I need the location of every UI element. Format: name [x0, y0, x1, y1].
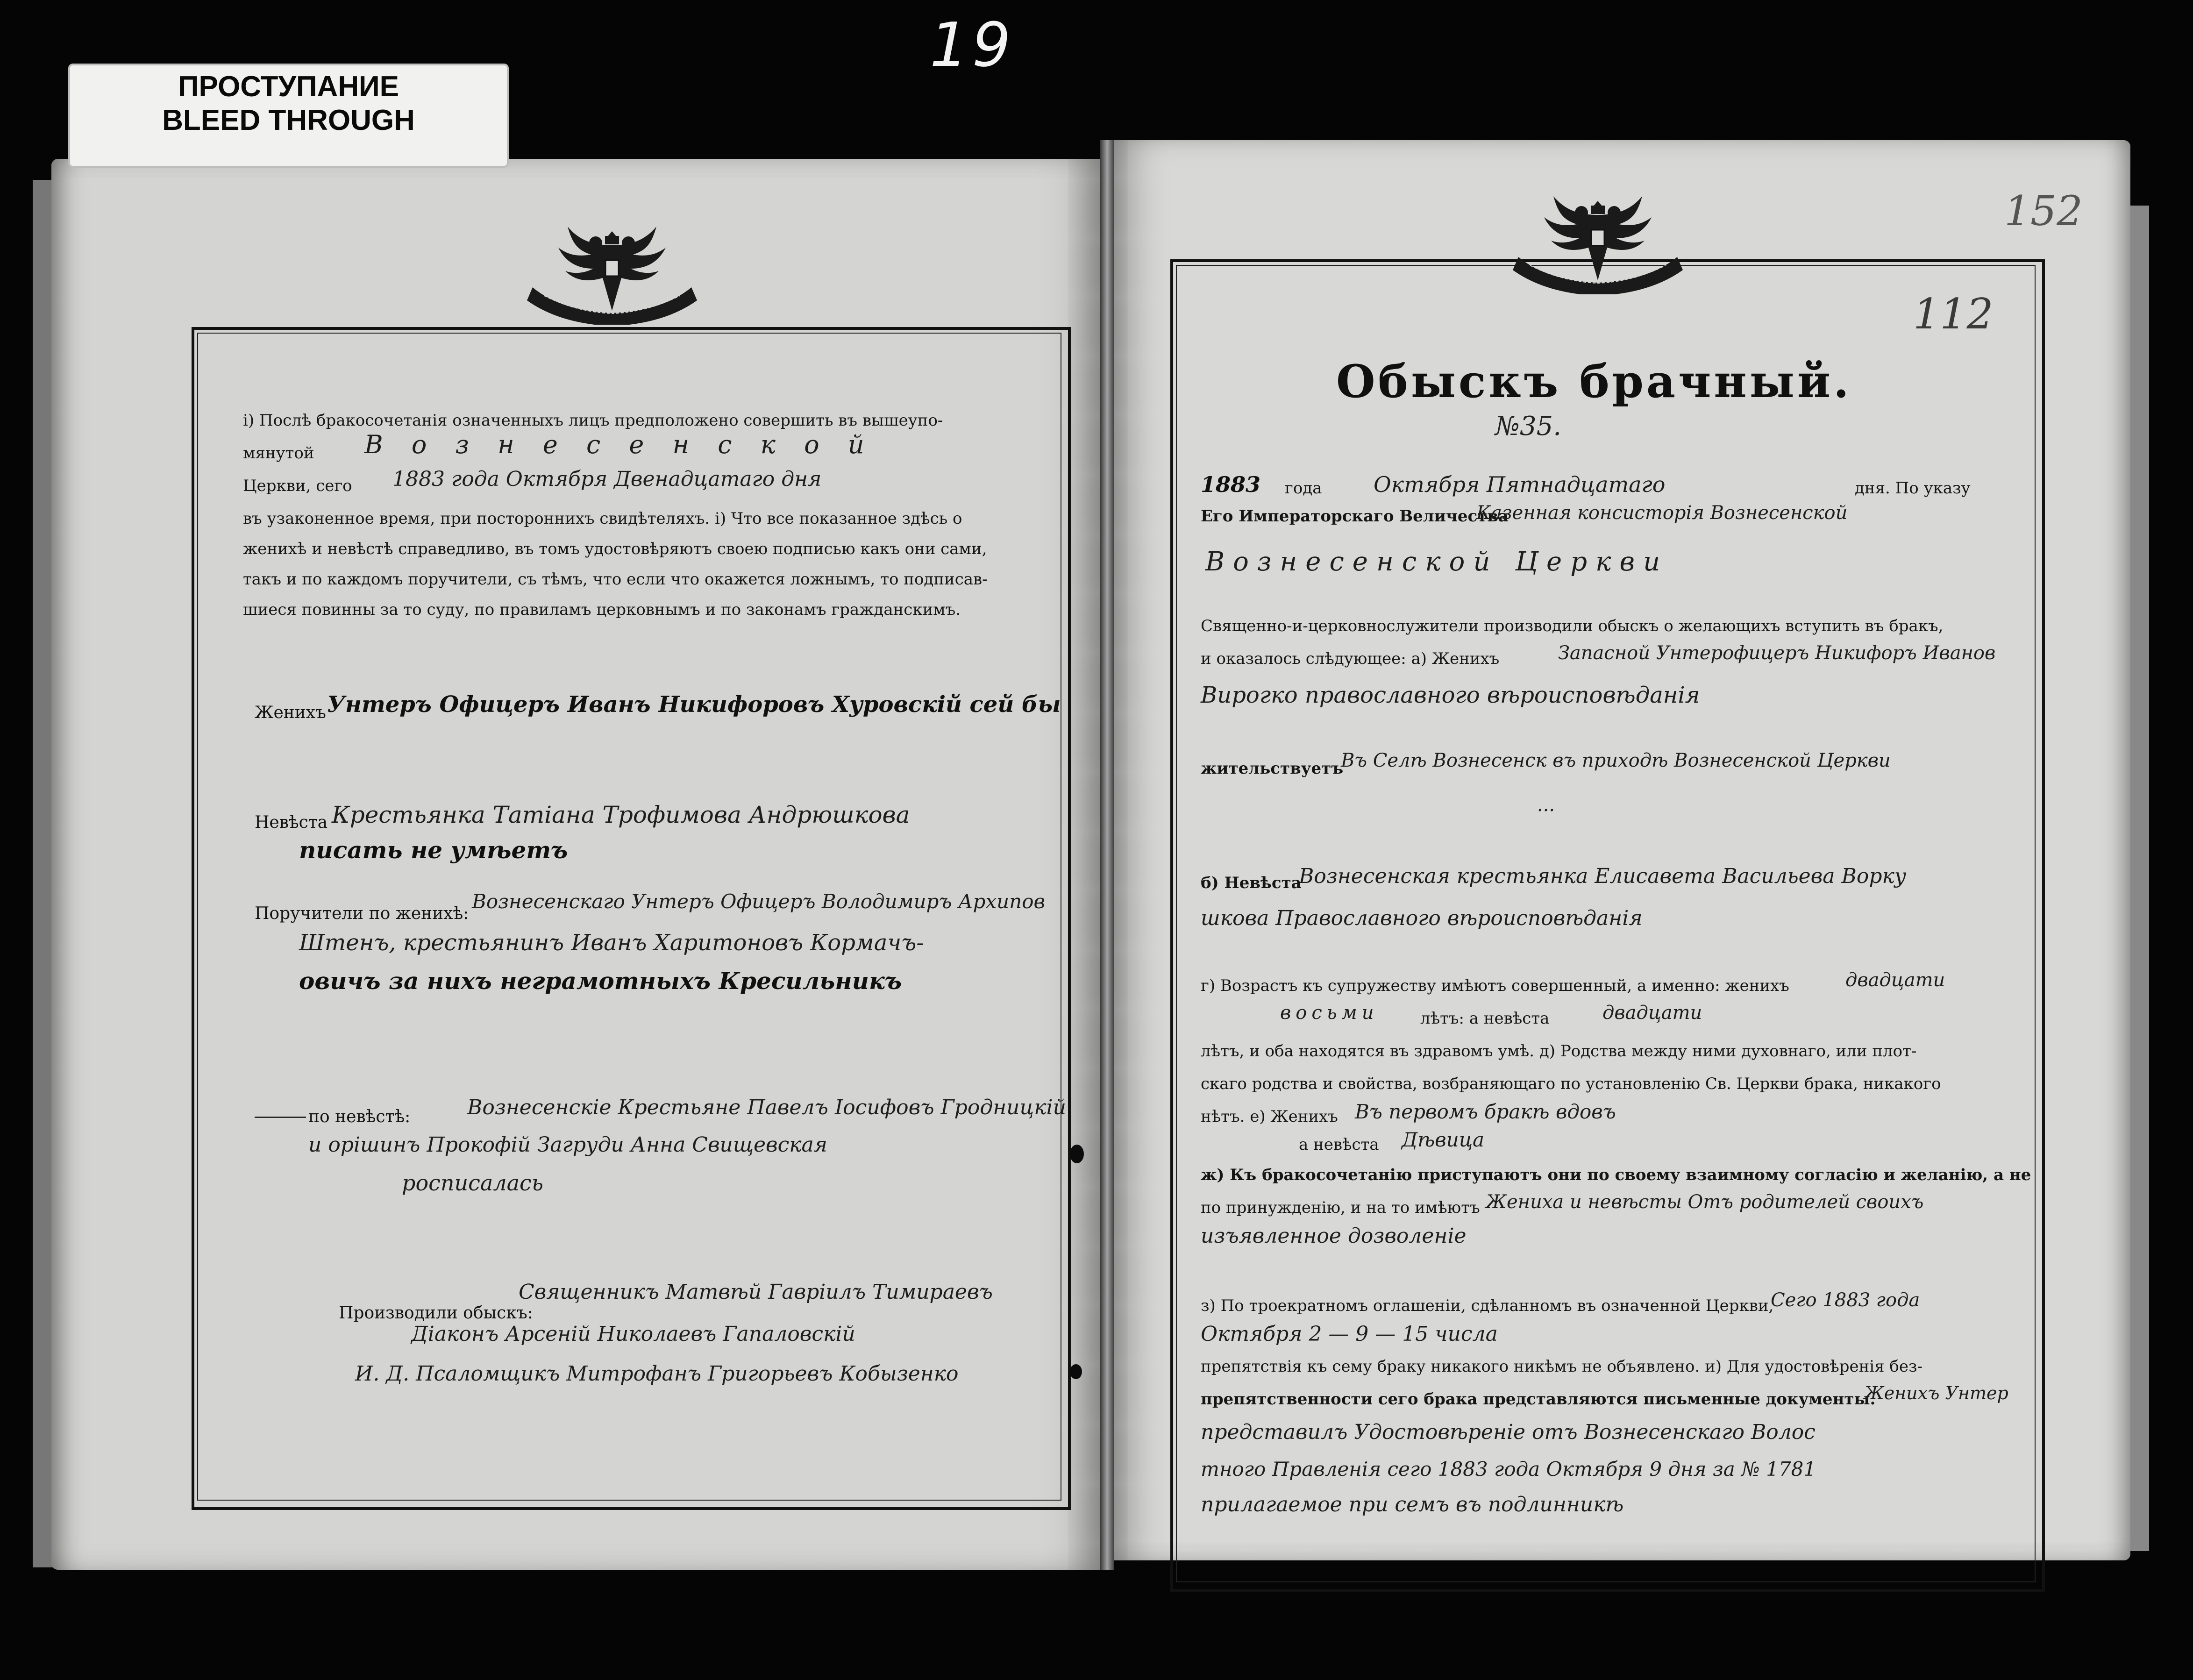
consent-handwritten-2: изъявленное дозволеніе — [1201, 1224, 1467, 1248]
ink-stain — [1070, 1364, 1082, 1379]
document-title: Обыскъ брачный. — [1336, 355, 1852, 408]
banns-year-handwritten: Сего 1883 года — [1771, 1289, 1920, 1311]
church-handwritten-left: В о з н е с е н с к о й — [364, 430, 875, 459]
bride-signature-label: Невѣста — [255, 813, 328, 832]
bride-signature-handwritten: Крестьянка Татіана Трофимова Андрюшкова — [332, 801, 910, 828]
bride-name-handwritten: Вознесенская крестьянка Елисавета Васильева Ворку — [1299, 864, 1907, 888]
groom-name-handwritten: Запасной Унтерофицеръ Никифоръ Иванов — [1558, 642, 1996, 664]
record-number: 112 — [1913, 290, 1994, 339]
left-para-line-3: Церкви, сего — [243, 477, 352, 495]
banns-text-1: з) По троекратномъ оглашеніи, сдѣланномъ въ означенной Церкви, — [1201, 1296, 1774, 1315]
banns-dates-handwritten: Октября 2 — 9 — 15 числа — [1201, 1322, 1498, 1346]
bride-guarantors-line-1: Вознесенскіе Крестьяне Павелъ Іосифовъ Гродницкій — [467, 1096, 1066, 1119]
left-para-line-6: такъ и по каждомъ поручители, съ тѣмъ, что если что окажется ложнымъ, то подписав- — [243, 570, 988, 589]
bride-status-label: а невѣста — [1299, 1135, 1379, 1154]
documents-handwritten: Женихъ Унтер — [1864, 1383, 2008, 1403]
certificate-handwritten-3: прилагаемое при семъ въ подлинникѣ — [1201, 1493, 1624, 1516]
certificate-handwritten-1: представилъ Удостовѣреніе отъ Вознесенскаго Волос — [1201, 1420, 1816, 1444]
church-name-handwritten: Вознесенской Церкви — [1205, 547, 1669, 577]
bride-age-handwritten: двадцати — [1602, 1002, 1702, 1024]
groom-status-handwritten: Въ первомъ бракѣ вдовъ — [1355, 1100, 1616, 1123]
age-text-3: лѣтъ, и оба находятся въ здравомъ умѣ. д) Родства между ними духовнаго, или плот- — [1201, 1042, 1917, 1061]
ink-stain — [1070, 1145, 1084, 1163]
residence-mark: ... — [1537, 794, 1555, 816]
residence-label: жительствуетъ — [1201, 759, 1344, 778]
examiners-label: Производили обыскъ: — [339, 1303, 533, 1323]
date-suffix: дня. По указу — [1855, 479, 1971, 498]
groom-age-handwritten: двадцати — [1845, 969, 1945, 991]
left-para-line-7: шиеся повинны за то суду, по правиламъ церковнымъ и по законамъ гражданскимъ. — [243, 600, 961, 619]
examiner-psalmist-handwritten: И. Д. Псаломщикъ Митрофанъ Григорьевъ Кобызенко — [355, 1362, 959, 1386]
date-handwritten: Октября Пятнадцатаго — [1374, 472, 1666, 497]
tag-line-russian: ПРОСТУПАНИЕ — [178, 71, 399, 103]
documents-text: препятственности сего брака представляются письменные документы. — [1201, 1390, 1876, 1409]
bride-guarantors-dash — [255, 1117, 306, 1118]
groom-guarantors-label: Поручители по женихѣ: — [255, 904, 469, 923]
kinship-text: скаго родства и свойства, возбраняющаго по установленію Св. Церкви брака, никакого — [1201, 1075, 1941, 1093]
bride-faith-handwritten: шкова Православного вѣроисповѣданія — [1201, 906, 1643, 930]
imperial-decree-text: Его Императорскаго Величества — [1201, 507, 1509, 526]
groom-guarantors-line-2: Штенъ, крестьянинъ Иванъ Харитоновъ Кормачъ- — [299, 930, 924, 956]
bride-label: б) Невѣста — [1201, 874, 1302, 892]
groom-guarantors-line-3: овичъ за нихъ неграмотныхъ Кресильникъ — [299, 967, 902, 995]
groom-signature-handwritten: Унтеръ Офицеръ Иванъ Никифоровъ Хуровскій сей бы — [327, 691, 1061, 718]
banns-text-2: препятствія къ сему браку никакого никѣмъ не объявлено. и) Для удостовѣренія без- — [1201, 1357, 1923, 1376]
wedding-date-handwritten: 1883 года Октября Двенадцатаго дня — [392, 467, 822, 491]
groom-intro-text: и оказалось слѣдующее: а) Женихъ — [1201, 649, 1500, 668]
groom-faith-handwritten: Вирогко православного вѣроисповѣданія — [1201, 682, 1700, 708]
examiner-deacon-handwritten: Діаконъ Арсеній Николаевъ Гапаловскій — [411, 1322, 855, 1346]
bleed-through-tag — [70, 65, 507, 166]
page-number: 152 — [2004, 187, 2083, 235]
left-para-line-5: женихѣ и невѣстѣ справедливо, въ томъ удостовѣряютъ своею подписью какъ они сами, — [243, 540, 987, 558]
imperial-eagle-emblem-left — [519, 217, 705, 325]
bride-status-handwritten: Дѣвица — [1402, 1128, 1485, 1151]
consistory-handwritten: Казенная консисторія Вознесенской — [1476, 502, 1848, 524]
tag-line-english: BLEED THROUGH — [162, 104, 415, 136]
left-para-line-2: мянутой — [243, 444, 314, 463]
bride-illiterate-note: писать не умѣетъ — [299, 836, 568, 864]
age-text-1: г) Возрастъ къ супружеству имѣютъ совершенный, а именно: женихъ — [1201, 976, 1789, 995]
book-gutter — [1100, 140, 1114, 1570]
year-handwritten: 1883 — [1201, 472, 1261, 497]
consent-text-2: по принужденію, и на то имѣютъ — [1201, 1198, 1480, 1217]
consent-text-1: ж) Къ бракосочетанію приступаютъ они по своему взаимному согласію и желанію, а не — [1201, 1166, 2031, 1184]
examiner-priest-handwritten: Священникъ Матвѣй Гавріилъ Тимираевъ — [519, 1280, 993, 1304]
residence-handwritten: Въ Селѣ Вознесенск въ приходѣ Вознесенской Церкви — [1341, 750, 1891, 771]
imperial-eagle-emblem-right — [1504, 187, 1691, 294]
left-para-line-1: і) Послѣ бракосочетанія означенныхъ лицъ предположено совершить въ вышеупо- — [243, 411, 943, 430]
bride-guarantors-label: по невѣстѣ: — [308, 1107, 411, 1126]
marital-status-text: нѣтъ. е) Женихъ — [1201, 1107, 1338, 1126]
frame-number: 19 — [930, 9, 1015, 80]
bride-guarantors-line-2: и орішинъ Прокофій Загруди Анна Свищевская — [308, 1133, 827, 1157]
bride-guarantors-line-3: росписалась — [402, 1170, 543, 1196]
groom-signature-label: Женихъ — [255, 703, 326, 722]
clergy-search-text: Священно-и-церковнослужители производили обыскъ о желающихъ вступить въ бракъ, — [1201, 617, 1944, 635]
consent-handwritten: Жениха и невѣсты Отъ родителей своихъ — [1486, 1191, 1924, 1213]
groom-age-handwritten-2: восьми — [1280, 1002, 1379, 1024]
groom-guarantors-line-1: Вознесенскаго Унтеръ Офицеръ Володимиръ Архипов — [472, 890, 1045, 913]
left-para-line-4: въ узаконенное время, при постороннихъ свидѣтеляхъ. і) Что все показанное здѣсь о — [243, 509, 962, 528]
age-text-2: лѣтъ: а невѣста — [1420, 1009, 1550, 1028]
record-serial-number: №35. — [1495, 411, 1562, 441]
year-suffix: года — [1285, 479, 1322, 498]
certificate-handwritten-2: тного Правленія сего 1883 года Октября 9 дня за № 1781 — [1201, 1458, 1816, 1481]
